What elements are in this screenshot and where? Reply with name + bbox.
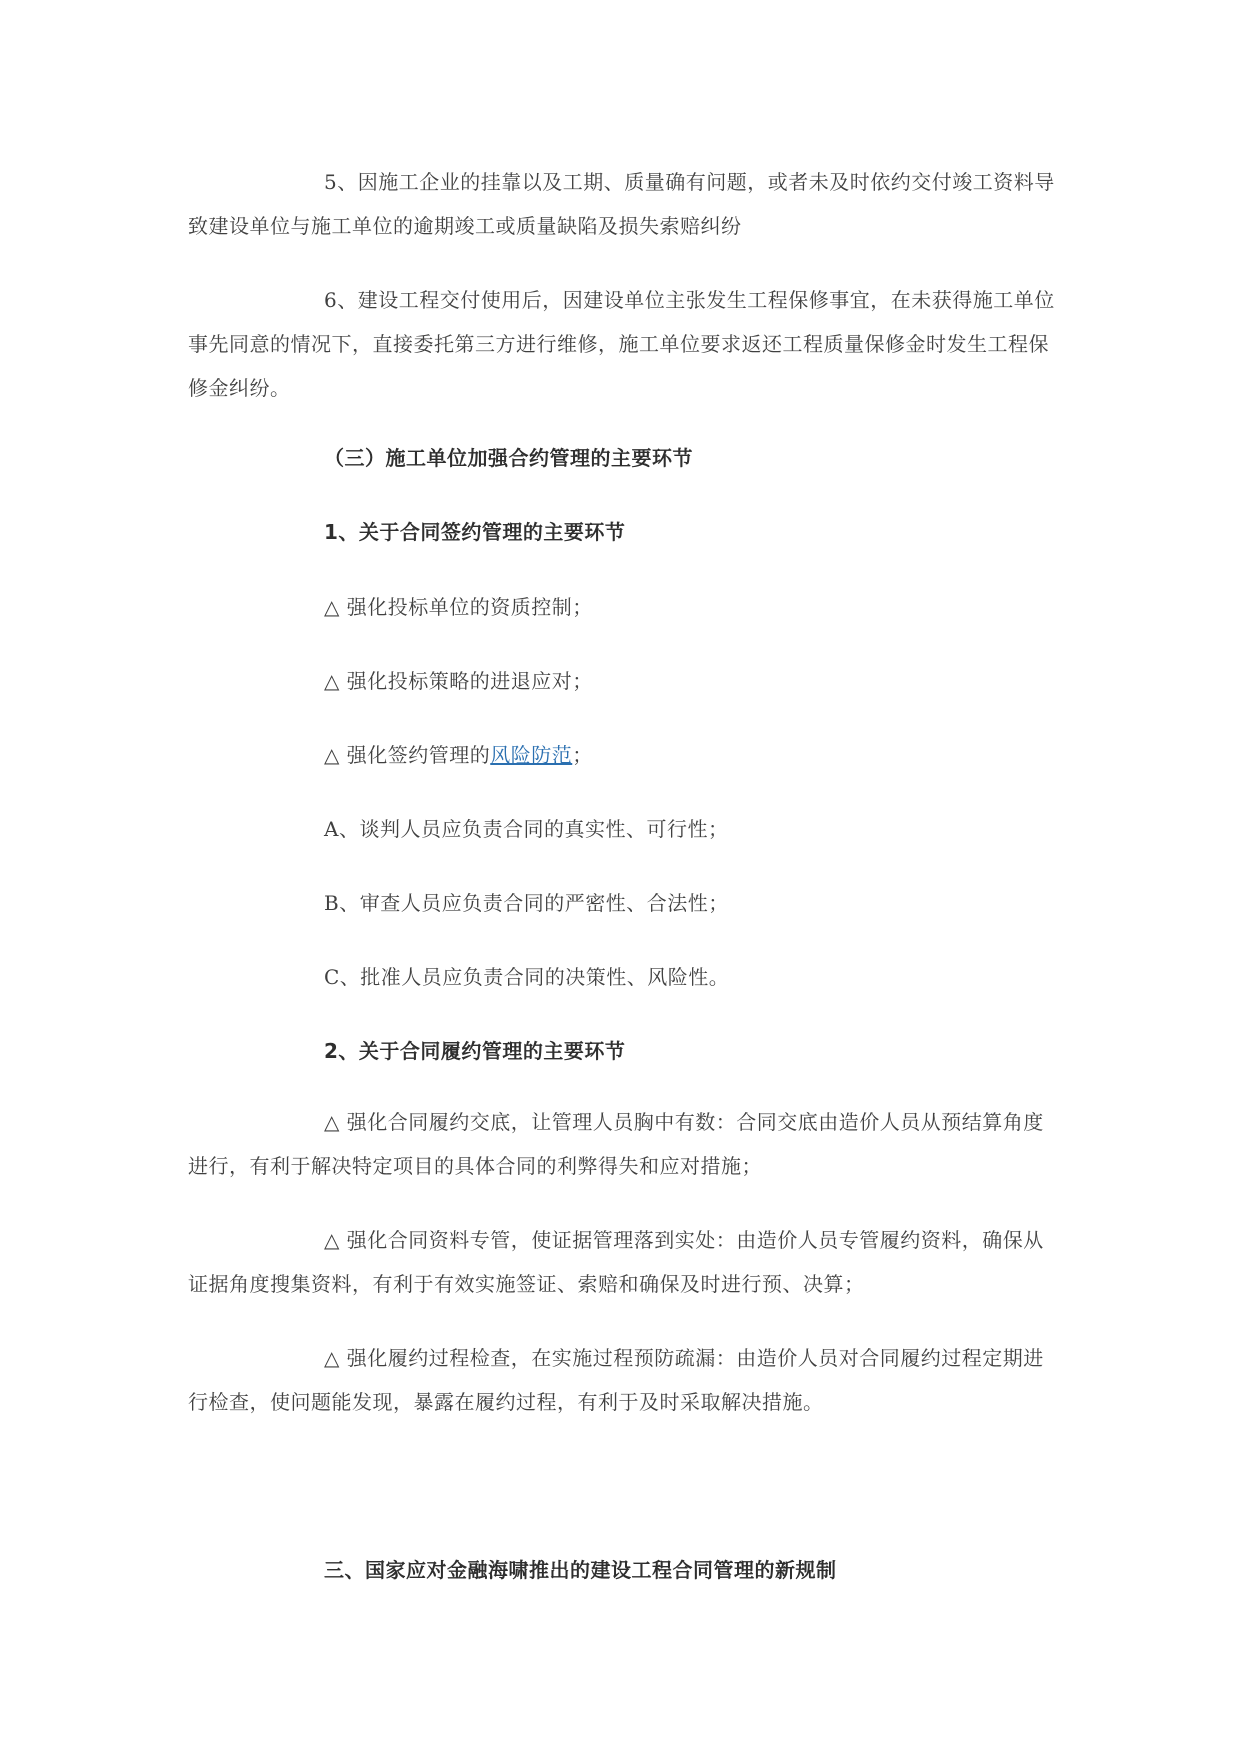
paragraph-process-inspection: △ 强化履约过程检查，在实施过程预防疏漏：由造价人员对合同履约过程定期进行检查，使问题能发现，暴露在履约过程，有利于及时采取解决措施。	[188, 1346, 1044, 1414]
bullet-risk-prevention	[324, 740, 593, 770]
risk-prevention-link[interactable]: 风险防范	[490, 743, 573, 767]
item-c-approvers: C、批准人员应负责合同的决策性、风险性。	[324, 965, 730, 989]
item-a-negotiators: A、谈判人员应负责合同的真实性、可行性；	[324, 817, 729, 841]
bullet-risk-prevention-end: ；	[572, 743, 593, 767]
paragraph-item-5: 5、因施工企业的挂靠以及工期、质量确有问题，或者未及时依约交付竣工资料导致建设单位与施工单位的逾期竣工或质量缺陷及损失索赔纠纷	[188, 170, 1055, 238]
paragraph-item-6: 6、建设工程交付使用后，因建设单位主张发生工程保修事宜，在未获得施工单位事先同意的情况下，直接委托第三方进行维修，施工单位要求返还工程质量保修金时发生工程保修金纠纷。	[188, 288, 1055, 400]
part-heading-3: 三、国家应对金融海啸推出的建设工程合同管理的新规制	[324, 1558, 837, 1582]
bullet-risk-prevention-text: △ 强化签约管理的	[324, 743, 491, 767]
bullet-qualification-control: △ 强化投标单位的资质控制；	[324, 595, 593, 619]
paragraph-document-management: △ 强化合同资料专管，使证据管理落到实处：由造价人员专管履约资料，确保从证据角度搜集资料，有利于有效实施签证、索赔和确保及时进行预、决算；	[188, 1228, 1044, 1296]
subsection-heading-1: 1、关于合同签约管理的主要环节	[324, 520, 626, 544]
subsection-heading-2: 2、关于合同履约管理的主要环节	[324, 1039, 626, 1063]
paragraph-contract-briefing: △ 强化合同履约交底，让管理人员胸中有数：合同交底由造价人员从预结算角度进行，有利于解决特定项目的具体合同的利弊得失和应对措施；	[188, 1110, 1044, 1178]
section-heading-3: （三）施工单位加强合约管理的主要环节	[324, 446, 693, 470]
bullet-bidding-strategy: △ 强化投标策略的进退应对；	[324, 669, 593, 693]
item-b-reviewers: B、审查人员应负责合同的严密性、合法性；	[324, 891, 729, 915]
